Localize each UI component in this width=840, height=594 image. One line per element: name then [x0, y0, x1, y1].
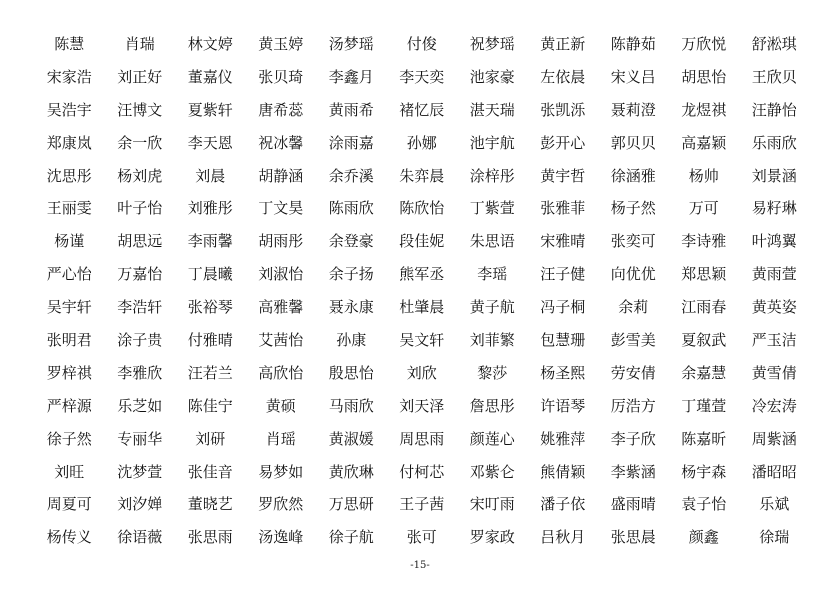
name-cell: 杨传义: [46, 528, 92, 547]
name-cell: 王欣贝: [751, 67, 797, 86]
name-cell: 汤梦瑶: [328, 34, 374, 53]
name-cell: 乐芝如: [117, 396, 163, 415]
name-cell: 严心怡: [46, 265, 92, 284]
name-cell: 彭开心: [540, 133, 586, 152]
name-cell: 杨刘虎: [117, 166, 163, 185]
name-cell: 付雅晴: [187, 330, 233, 349]
name-cell: 厉浩方: [610, 396, 656, 415]
name-cell: 林文婷: [187, 34, 233, 53]
name-cell: 颜莲心: [469, 429, 515, 448]
name-cell: 殷思怡: [328, 363, 374, 382]
name-cell: 左依晨: [540, 67, 586, 86]
name-cell: 张思晨: [610, 528, 656, 547]
name-cell: 聂莉澄: [610, 100, 656, 119]
name-cell: 艾茜怡: [258, 330, 304, 349]
name-cell: 张可: [406, 528, 437, 547]
name-cell: 黄淑媛: [328, 429, 374, 448]
name-cell: 沈梦萱: [117, 462, 163, 481]
name-cell: 胡静涵: [258, 166, 304, 185]
name-cell: 肖瑞: [124, 34, 155, 53]
name-cell: 高欣怡: [258, 363, 304, 382]
name-cell: 吕秋月: [540, 528, 586, 547]
name-cell: 詹思彤: [469, 396, 515, 415]
name-cell: 杨帅: [688, 166, 719, 185]
name-cell: 聂永康: [328, 298, 374, 317]
name-cell: 夏叙武: [681, 330, 727, 349]
name-cell: 丁瑾萱: [681, 396, 727, 415]
name-cell: 李子欣: [610, 429, 656, 448]
name-cell: 向优优: [610, 265, 656, 284]
name-cell: 郑康岚: [46, 133, 92, 152]
name-cell: 余乔溪: [328, 166, 374, 185]
name-cell: 刘菲繁: [469, 330, 515, 349]
name-cell: 张佳音: [187, 462, 233, 481]
name-cell: 许语琴: [540, 396, 586, 415]
name-cell: 董晓艺: [187, 495, 233, 514]
name-cell: 万欣悦: [681, 34, 727, 53]
name-cell: 万嘉怡: [117, 265, 163, 284]
name-cell: 李鑫月: [328, 67, 374, 86]
name-cell: 刘景涵: [751, 166, 797, 185]
name-cell: 彭雪美: [610, 330, 656, 349]
name-cell: 专丽华: [117, 429, 163, 448]
name-cell: 杨谨: [54, 232, 85, 251]
name-cell: 刘研: [195, 429, 226, 448]
name-cell: 叶子怡: [117, 199, 163, 218]
name-cell: 付柯芯: [399, 462, 445, 481]
name-cell: 潘昭昭: [751, 462, 797, 481]
name-cell: 万可: [688, 199, 719, 218]
name-cell: 徐子航: [328, 528, 374, 547]
name-cell: 张贝琦: [258, 67, 304, 86]
name-cell: 刘欣: [406, 363, 437, 382]
name-cell: 张裕琴: [187, 298, 233, 317]
name-cell: 舒淞琪: [751, 34, 797, 53]
name-cell: 丁文昊: [258, 199, 304, 218]
name-cell: 黄硕: [265, 396, 296, 415]
name-cell: 张凯泺: [540, 100, 586, 119]
name-cell: 沈思彤: [46, 166, 92, 185]
name-cell: 徐涵雅: [610, 166, 656, 185]
name-cell: 刘淑怡: [258, 265, 304, 284]
name-cell: 李紫涵: [610, 462, 656, 481]
name-cell: 熊倩颖: [540, 462, 586, 481]
name-cell: 刘汐婵: [117, 495, 163, 514]
name-cell: 黄玉婷: [258, 34, 304, 53]
name-cell: 肖瑶: [265, 429, 296, 448]
name-cell: 包慧珊: [540, 330, 586, 349]
name-cell: 陈慧: [54, 34, 85, 53]
name-cell: 潘子依: [540, 495, 586, 514]
name-cell: 丁紫萱: [469, 199, 515, 218]
name-cell: 陈欣怡: [399, 199, 445, 218]
name-cell: 江雨春: [681, 298, 727, 317]
name-cell: 李雅欣: [117, 363, 163, 382]
name-cell: 叶鸿翼: [751, 232, 797, 251]
name-cell: 吴浩宇: [46, 100, 92, 119]
name-cell: 涂雨嘉: [328, 133, 374, 152]
name-cell: 李天奕: [399, 67, 445, 86]
name-cell: 冷宏涛: [751, 396, 797, 415]
name-cell: 余一欣: [117, 133, 163, 152]
name-cell: 陈雨欣: [328, 199, 374, 218]
name-cell: 刘晨: [195, 166, 226, 185]
name-cell: 杨圣熙: [540, 363, 586, 382]
name-cell: 陈静茹: [610, 34, 656, 53]
name-cell: 池家豪: [469, 67, 515, 86]
name-cell: 汪静怡: [751, 100, 797, 119]
name-cell: 朱弈晨: [399, 166, 445, 185]
name-cell: 周紫涵: [751, 429, 797, 448]
name-cell: 黄雨萱: [751, 265, 797, 284]
name-cell: 汪子健: [540, 265, 586, 284]
name-cell: 朱思语: [469, 232, 515, 251]
name-cell: 乐斌: [759, 495, 790, 514]
name-cell: 姚雅萍: [540, 429, 586, 448]
name-cell: 乐雨欣: [751, 133, 797, 152]
name-cell: 吴宇轩: [46, 298, 92, 317]
name-cell: 池宇航: [469, 133, 515, 152]
name-cell: 胡思怡: [681, 67, 727, 86]
name-cell: 易籽琳: [751, 199, 797, 218]
name-cell: 熊军丞: [399, 265, 445, 284]
name-cell: 夏紫轩: [187, 100, 233, 119]
name-cell: 褚忆辰: [399, 100, 445, 119]
name-cell: 周思雨: [399, 429, 445, 448]
name-cell: 余子扬: [328, 265, 374, 284]
name-cell: 罗欣然: [258, 495, 304, 514]
name-cell: 张奕可: [610, 232, 656, 251]
name-cell: 徐子然: [46, 429, 92, 448]
name-cell: 吴文轩: [399, 330, 445, 349]
name-cell: 李浩轩: [117, 298, 163, 317]
name-cell: 陈佳宁: [187, 396, 233, 415]
name-cell: 余登豪: [328, 232, 374, 251]
name-cell: 丁晨曦: [187, 265, 233, 284]
name-cell: 段佳妮: [399, 232, 445, 251]
name-cell: 祝冰馨: [258, 133, 304, 152]
name-cell: 高嘉颖: [681, 133, 727, 152]
name-cell: 万思研: [328, 495, 374, 514]
name-cell: 胡雨彤: [258, 232, 304, 251]
name-cell: 董嘉仪: [187, 67, 233, 86]
name-cell: 宋家浩: [46, 67, 92, 86]
name-cell: 劳安倩: [610, 363, 656, 382]
name-cell: 宋义吕: [610, 67, 656, 86]
name-cell: 李诗雅: [681, 232, 727, 251]
name-cell: 黄正新: [540, 34, 586, 53]
name-cell: 冯子桐: [540, 298, 586, 317]
name-cell: 宋叮雨: [469, 495, 515, 514]
name-cell: 李瑶: [477, 265, 508, 284]
name-cell: 湛天瑞: [469, 100, 515, 119]
name-cell: 郑思颖: [681, 265, 727, 284]
name-cell: 袁子怡: [681, 495, 727, 514]
name-cell: 陈嘉昕: [681, 429, 727, 448]
name-cell: 张明君: [46, 330, 92, 349]
name-cell: 邓紫仑: [469, 462, 515, 481]
name-cell: 涂子贵: [117, 330, 163, 349]
name-cell: 孙娜: [406, 133, 437, 152]
name-cell: 唐希蕊: [258, 100, 304, 119]
name-cell: 杜肇晨: [399, 298, 445, 317]
name-cell: 汤逸峰: [258, 528, 304, 547]
name-cell: 付俊: [406, 34, 437, 53]
name-cell: 杨宇森: [681, 462, 727, 481]
name-cell: 罗梓祺: [46, 363, 92, 382]
name-cell: 严玉洁: [751, 330, 797, 349]
name-cell: 徐语薇: [117, 528, 163, 547]
name-cell: 杨子然: [610, 199, 656, 218]
name-cell: 刘正好: [117, 67, 163, 86]
name-cell: 黄英姿: [751, 298, 797, 317]
name-cell: 马雨欣: [328, 396, 374, 415]
name-cell: 颜鑫: [688, 528, 719, 547]
name-cell: 严梓源: [46, 396, 92, 415]
name-cell: 孙康: [336, 330, 367, 349]
name-cell: 高雅馨: [258, 298, 304, 317]
name-cell: 王子茜: [399, 495, 445, 514]
name-cell: 黄宇哲: [540, 166, 586, 185]
name-cell: 刘雅彤: [187, 199, 233, 218]
name-cell: 刘旺: [54, 462, 85, 481]
name-cell: 张雅菲: [540, 199, 586, 218]
name-grid: [34, 28, 810, 554]
name-cell: 易梦如: [258, 462, 304, 481]
name-cell: 龙煜祺: [681, 100, 727, 119]
name-cell: 徐瑞: [759, 528, 790, 547]
name-cell: 张思雨: [187, 528, 233, 547]
name-cell: 祝梦瑶: [469, 34, 515, 53]
name-cell: 汪博文: [117, 100, 163, 119]
name-cell: 黄雪倩: [751, 363, 797, 382]
page-number: -15-: [410, 560, 430, 571]
name-cell: 胡思远: [117, 232, 163, 251]
name-cell: 刘天泽: [399, 396, 445, 415]
name-cell: 黄欣琳: [328, 462, 374, 481]
name-cell: 余莉: [618, 298, 649, 317]
name-cell: 黄雨希: [328, 100, 374, 119]
name-cell: 宋雅晴: [540, 232, 586, 251]
name-cell: 罗家政: [469, 528, 515, 547]
name-cell: 李雨馨: [187, 232, 233, 251]
name-cell: 黎莎: [477, 363, 508, 382]
name-cell: 余嘉慧: [681, 363, 727, 382]
name-cell: 涂梓彤: [469, 166, 515, 185]
name-cell: 郭贝贝: [610, 133, 656, 152]
name-cell: 王丽雯: [46, 199, 92, 218]
name-cell: 李天恩: [187, 133, 233, 152]
name-cell: 周夏可: [46, 495, 92, 514]
name-cell: 盛雨晴: [610, 495, 656, 514]
name-cell: 汪若兰: [187, 363, 233, 382]
name-cell: 黄子航: [469, 298, 515, 317]
